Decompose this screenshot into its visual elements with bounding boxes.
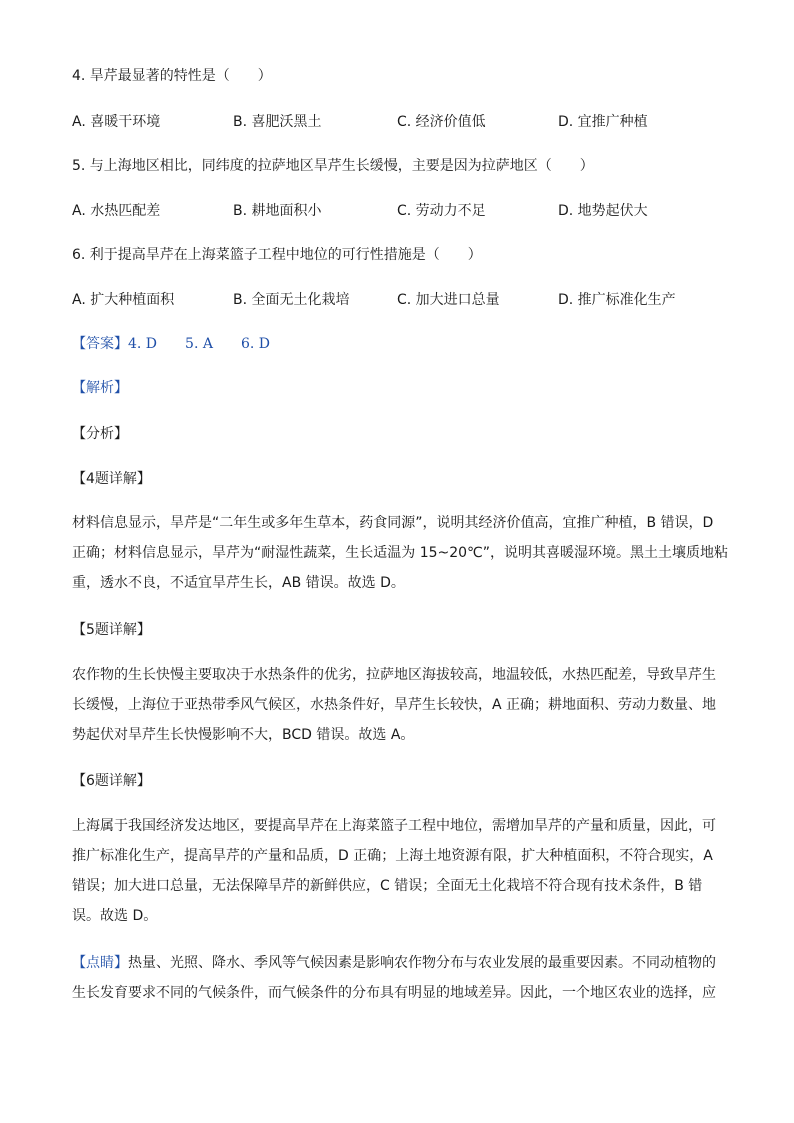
detail-6-title: 【6题详解】 bbox=[72, 773, 151, 789]
q4-option-c: C. 经济价值低 bbox=[397, 114, 486, 130]
q4-option-b: B. 喜肥沃黑土 bbox=[233, 114, 322, 130]
detail-5-title: 【5题详解】 bbox=[72, 622, 151, 638]
q6-option-d: D. 推广标准化生产 bbox=[558, 292, 676, 308]
detail-6-line: 上海属于我国经济发达地区，要提高旱芹在上海菜篮子工程中地位，需增加旱芹的产量和质量，因此，可 bbox=[72, 818, 716, 834]
answer-tag: 【答案】 bbox=[72, 336, 128, 352]
detail-6-line: 误。故选 D。 bbox=[72, 908, 158, 924]
question-6-stem: 6. 利于提高旱芹在上海菜篮子工程中地位的可行性措施是（ ） bbox=[72, 247, 482, 263]
detail-4-line: 材料信息显示，旱芹是“二年生或多年生草本，药食同源”，说明其经济价值高，宜推广种植，B 错误，D bbox=[72, 515, 714, 531]
q4-option-d: D. 宜推广种植 bbox=[558, 114, 648, 130]
q5-option-d: D. 地势起伏大 bbox=[558, 203, 648, 219]
q4-option-a: A. 喜暖干环境 bbox=[72, 114, 161, 130]
detail-5-line: 长缓慢，上海位于亚热带季风气候区，水热条件好，旱芹生长较快，A 正确；耕地面积、劳动力数量、地 bbox=[72, 697, 717, 713]
q5-option-a: A. 水热匹配差 bbox=[72, 203, 161, 219]
dianjing-line bbox=[72, 948, 722, 978]
q6-option-c: C. 加大进口总量 bbox=[397, 292, 500, 308]
detail-5-line: 农作物的生长快慢主要取决于水热条件的优劣，拉萨地区海拔较高，地温较低，水热匹配差，导致旱芹生 bbox=[72, 667, 716, 683]
answer-values: 4. D 5. A 6. D bbox=[128, 336, 270, 352]
detail-6-line: 推广标准化生产，提高旱芹的产量和品质，D 正确；上海土地资源有限，扩大种植面积，不符合现实，A bbox=[72, 848, 713, 864]
dianjing-text: 热量、光照、降水、季风等气候因素是影响农作物分布与农业发展的最重要因素。不同动植物的 bbox=[128, 955, 716, 971]
fenxi-heading: 【分析】 bbox=[72, 426, 128, 442]
detail-4-body bbox=[72, 508, 729, 598]
dianjing-body bbox=[72, 948, 722, 1008]
q5-option-c: C. 劳动力不足 bbox=[397, 203, 486, 219]
detail-6-body bbox=[72, 811, 722, 931]
dianjing-tag: 【点睛】 bbox=[72, 955, 128, 971]
question-4-stem: 4. 旱芹最显著的特性是（ ） bbox=[72, 68, 272, 84]
analysis-heading: 【解析】 bbox=[72, 380, 128, 396]
q6-option-b: B. 全面无土化栽培 bbox=[233, 292, 350, 308]
detail-4-line: 正确；材料信息显示，旱芹为“耐湿性蔬菜，生长适温为 15~20℃”，说明其喜暖湿环境。黑土土壤质地粘 bbox=[72, 545, 729, 561]
detail-4-line: 重，透水不良，不适宜旱芹生长，AB 错误。故选 D。 bbox=[72, 575, 405, 591]
detail-6-line: 错误；加大进口总量，无法保障旱芹的新鲜供应，C 错误；全面无土化栽培不符合现有技术条件，B 错 bbox=[72, 878, 703, 894]
q6-option-a: A. 扩大种植面积 bbox=[72, 292, 175, 308]
answer-line bbox=[72, 334, 270, 354]
detail-4-title: 【4题详解】 bbox=[72, 471, 151, 487]
detail-5-body bbox=[72, 660, 722, 750]
q5-option-b: B. 耕地面积小 bbox=[233, 203, 322, 219]
detail-5-line: 势起伏对旱芹生长快慢影响不大，BCD 错误。故选 A。 bbox=[72, 727, 415, 743]
dianjing-line: 生长发育要求不同的气候条件，而气候条件的分布具有明显的地域差异。因此，一个地区农业的选择，应 bbox=[72, 985, 716, 1001]
question-5-stem: 5. 与上海地区相比，同纬度的拉萨地区旱芹生长缓慢，主要是因为拉萨地区（ ） bbox=[72, 158, 594, 174]
